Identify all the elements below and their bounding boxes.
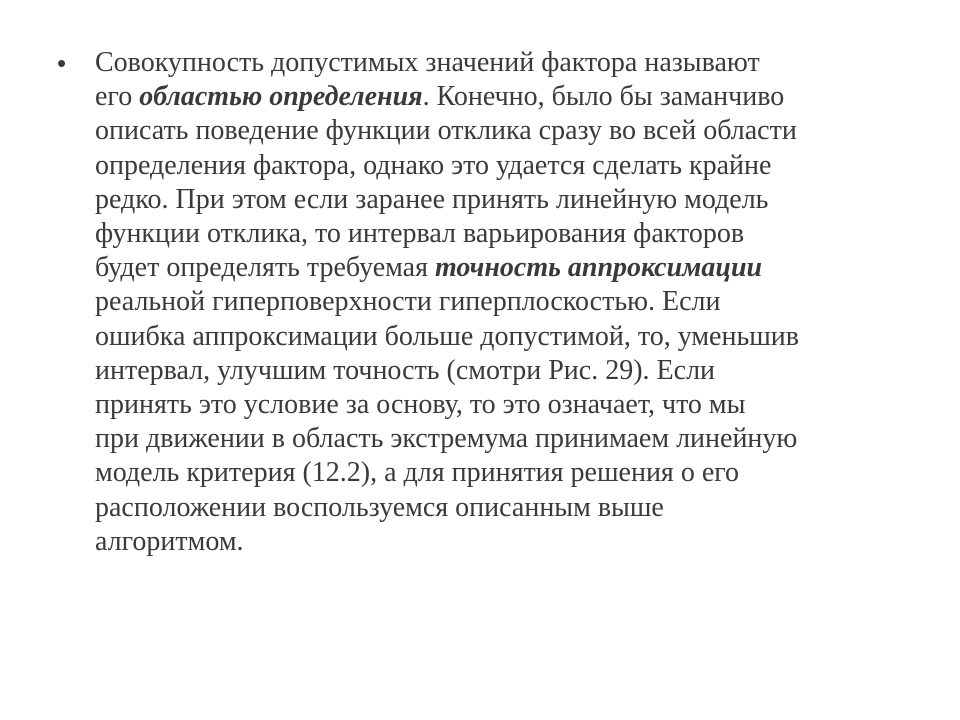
bullet-text xyxy=(95,46,915,559)
text-line xyxy=(95,456,915,490)
text-line xyxy=(95,491,915,525)
text-segment: расположении воспользуемся описанным выше xyxy=(95,491,664,523)
text-segment: определения фактора, однако это удается сделать крайне xyxy=(95,149,772,181)
bullet-item xyxy=(57,46,917,559)
text-segment: функции отклика, то интервал варьирования факторов xyxy=(95,218,745,250)
emphasized-term: точность аппроксимации xyxy=(434,252,763,284)
text-line xyxy=(95,114,915,148)
text-line xyxy=(95,251,915,285)
text-segment: модель критерия (12.2), а для принятия решения о его xyxy=(95,457,740,489)
text-segment: при движении в область экстремума принимаем линейную xyxy=(95,423,798,455)
bullet-dot-icon: • xyxy=(57,48,67,78)
text-line xyxy=(95,354,915,388)
text-line xyxy=(95,285,915,319)
text-line xyxy=(95,320,915,354)
text-segment: редко. При этом если заранее принять линейную модель xyxy=(95,183,769,215)
text-segment: реальной гиперповерхности гиперплоскостью. Если xyxy=(95,286,721,318)
text-line xyxy=(95,149,915,183)
text-line xyxy=(95,46,915,80)
text-segment: интервал, улучшим точность (смотри Рис. 29). Если xyxy=(95,354,716,386)
text-segment: его xyxy=(95,81,140,113)
text-segment: . Конечно, было бы заманчиво xyxy=(422,81,785,113)
text-segment: принять это условие за основу, то это означает, что мы xyxy=(95,389,746,421)
text-segment: алгоритмом. xyxy=(95,525,244,557)
text-line xyxy=(95,525,915,559)
text-line xyxy=(95,388,915,422)
text-line xyxy=(95,422,915,456)
text-segment: Совокупность допустимых значений фактора называют xyxy=(95,47,760,78)
text-segment: описать поведение функции отклика сразу во всей области xyxy=(95,115,797,147)
text-line xyxy=(95,217,915,251)
text-line xyxy=(95,80,915,114)
emphasized-term: областью определения xyxy=(139,81,423,113)
text-line xyxy=(95,183,915,217)
text-segment: будет определять требуемая xyxy=(95,252,435,284)
text-segment: ошибка аппроксимации больше допустимой, то, уменьшив xyxy=(95,320,800,352)
